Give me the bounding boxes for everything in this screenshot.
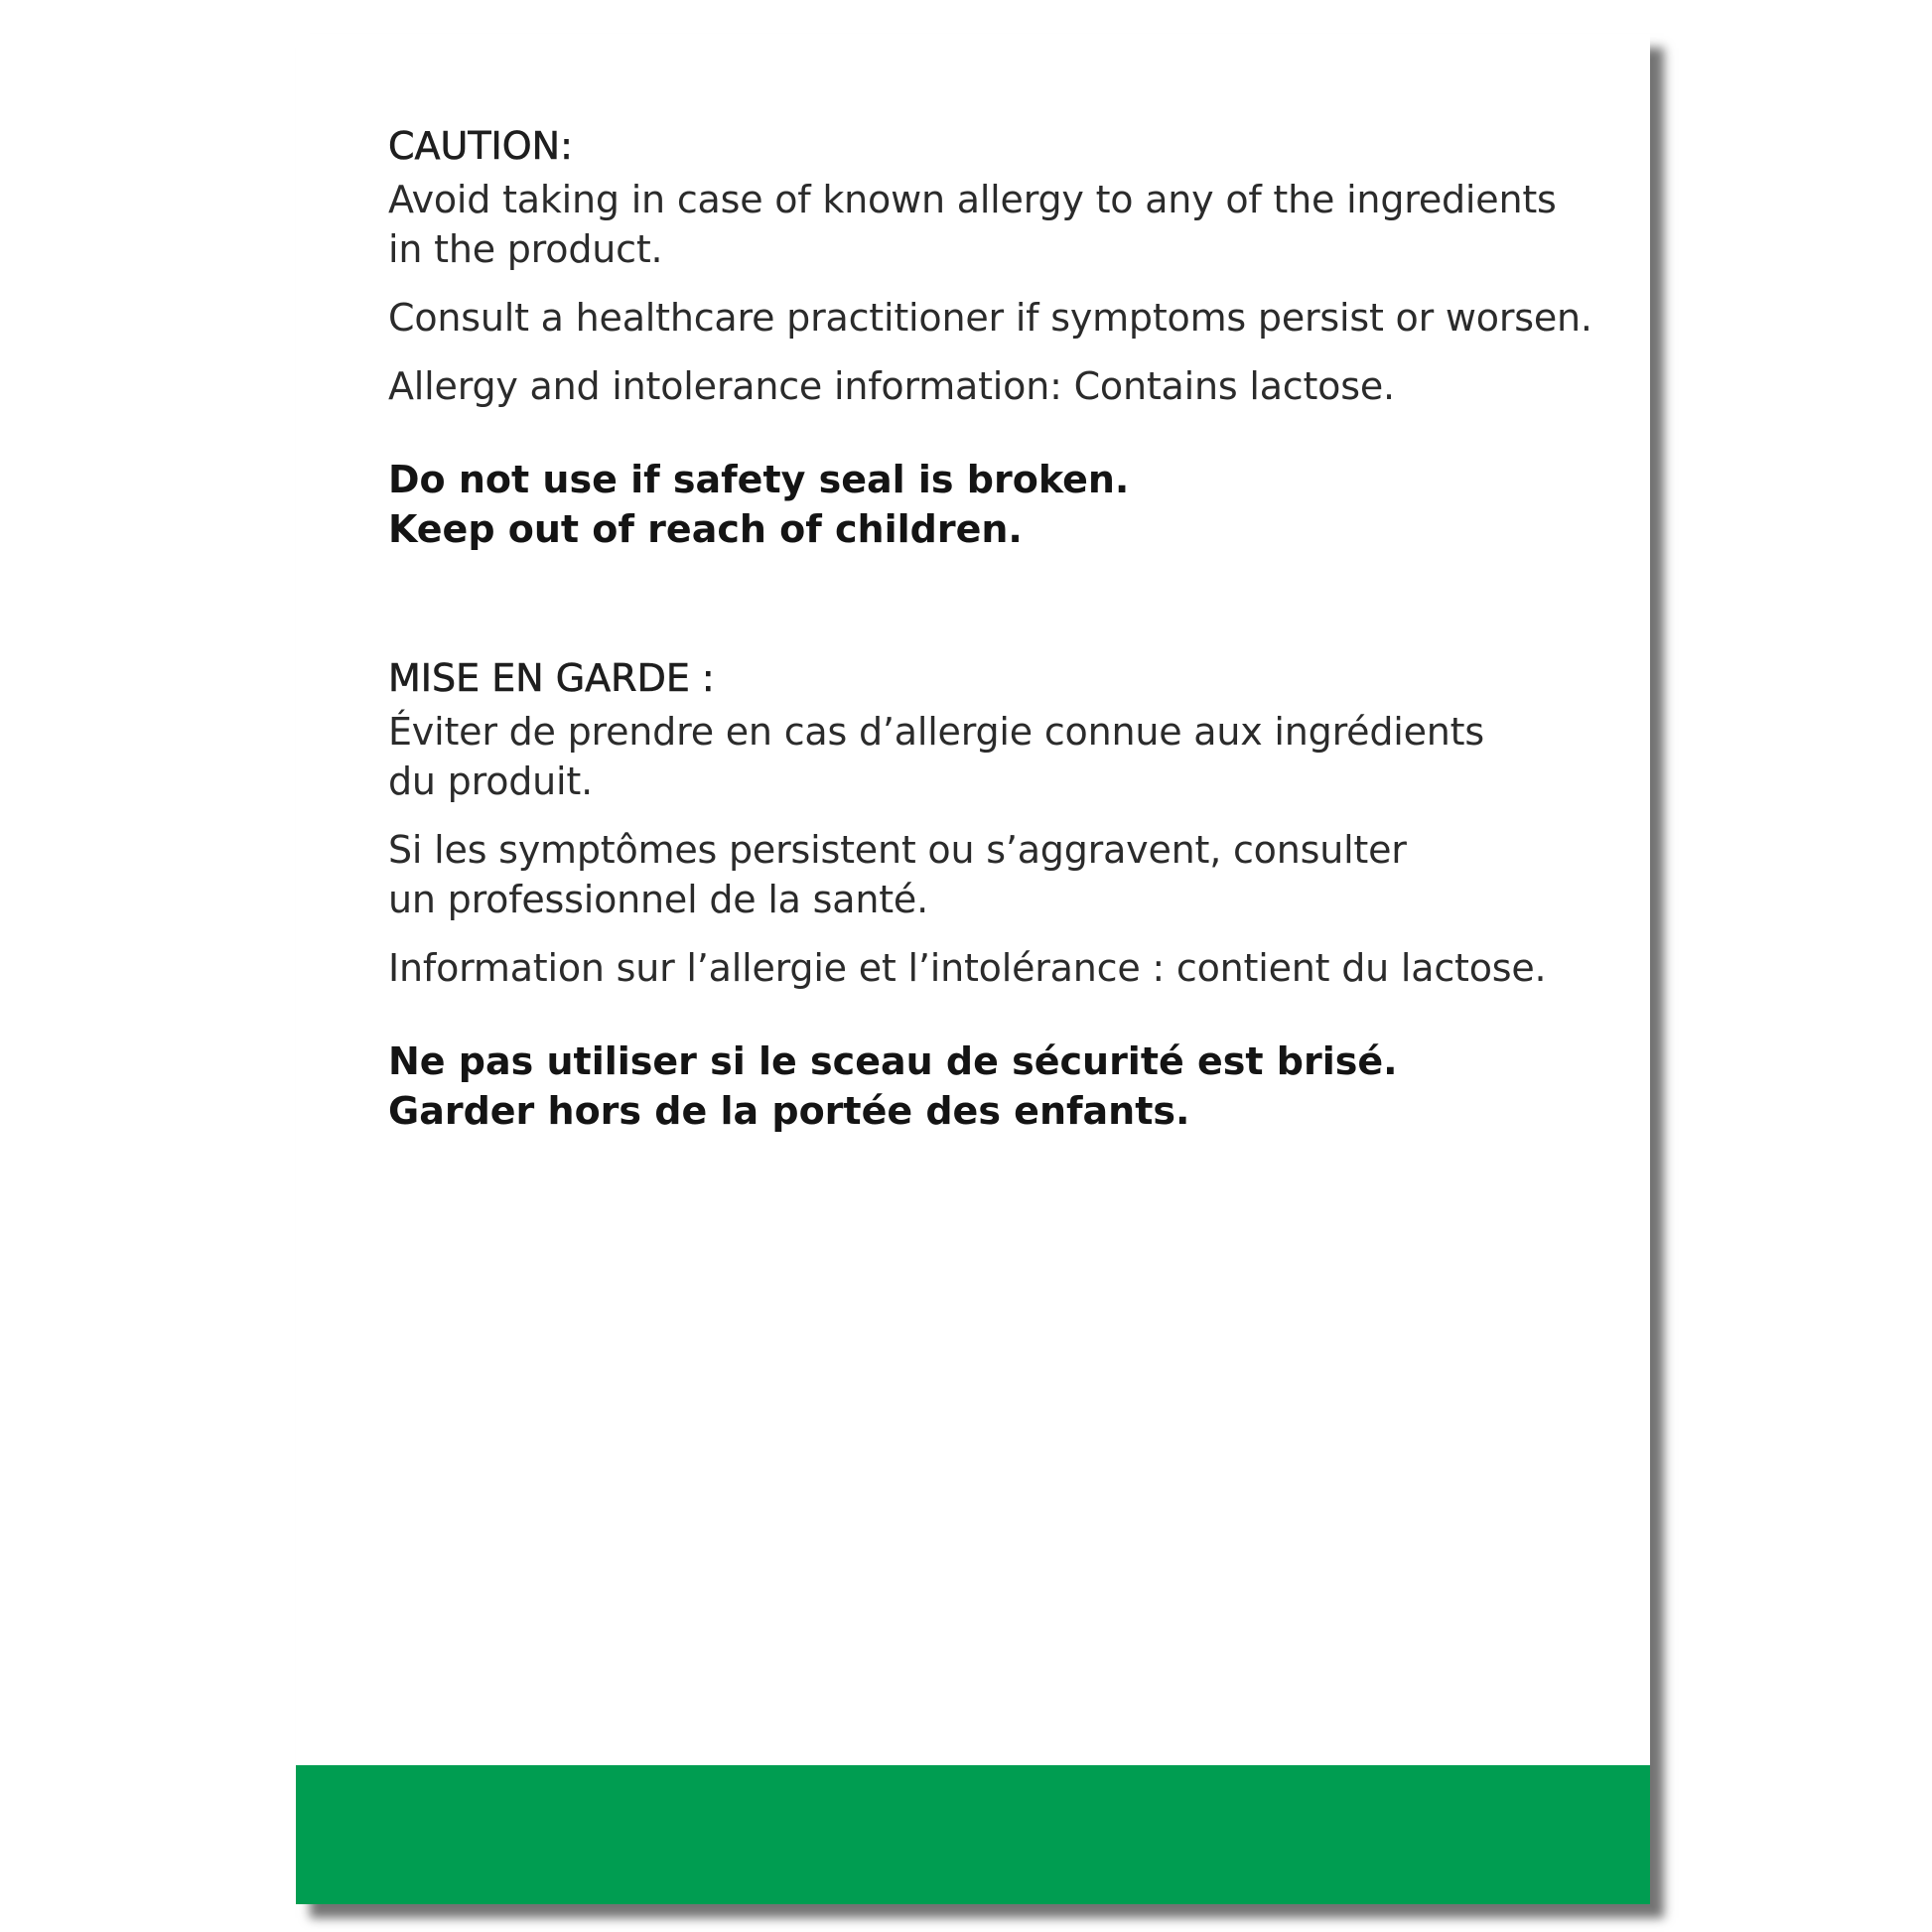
green-footer-band [296, 1765, 1650, 1904]
allergy-warning-line-2: in the product. [388, 227, 663, 271]
allergy-warning-fr [388, 707, 1609, 806]
mise-en-garde-heading: MISE EN GARDE : [388, 656, 715, 700]
seal-warning-fr: Ne pas utiliser si le sceau de sécurité est brisé. [388, 1039, 1398, 1083]
allergy-warning-fr-line-1: Éviter de prendre en cas d’allergie connue aux ingrédients [388, 710, 1484, 754]
children-warning-fr: Garder hors de la portée des enfants. [388, 1089, 1190, 1133]
intolerance-info-fr [388, 943, 1609, 993]
caution-heading: CAUTION: [388, 124, 573, 168]
english-caution-section [388, 121, 1609, 554]
english-bold-warnings [388, 455, 1609, 554]
allergy-warning-line-1: Avoid taking in case of known allergy to any of the ingredients [388, 178, 1557, 221]
consult-warning-line: Consult a healthcare practitioner if symptoms persist or worsen. [388, 296, 1592, 340]
consult-warning-fr [388, 825, 1609, 924]
consult-warning-fr-line-1: Si les symptômes persistent ou s’aggravent, consulter [388, 828, 1407, 872]
label-panel [296, 34, 1650, 1904]
french-bold-warnings [388, 1036, 1609, 1136]
allergy-warning [388, 175, 1609, 274]
consult-warning [388, 293, 1609, 343]
consult-warning-fr-line-2: un professionnel de la santé. [388, 878, 928, 921]
intolerance-info-fr-line: Information sur l’allergie et l’intolérance : contient du lactose. [388, 946, 1547, 990]
children-warning: Keep out of reach of children. [388, 507, 1023, 551]
seal-warning: Do not use if safety seal is broken. [388, 458, 1130, 501]
french-caution-section [388, 653, 1609, 1136]
label-content [388, 121, 1609, 1136]
allergy-warning-fr-line-2: du produit. [388, 759, 593, 803]
intolerance-info [388, 361, 1609, 411]
intolerance-info-line: Allergy and intolerance information: Contains lactose. [388, 364, 1395, 408]
